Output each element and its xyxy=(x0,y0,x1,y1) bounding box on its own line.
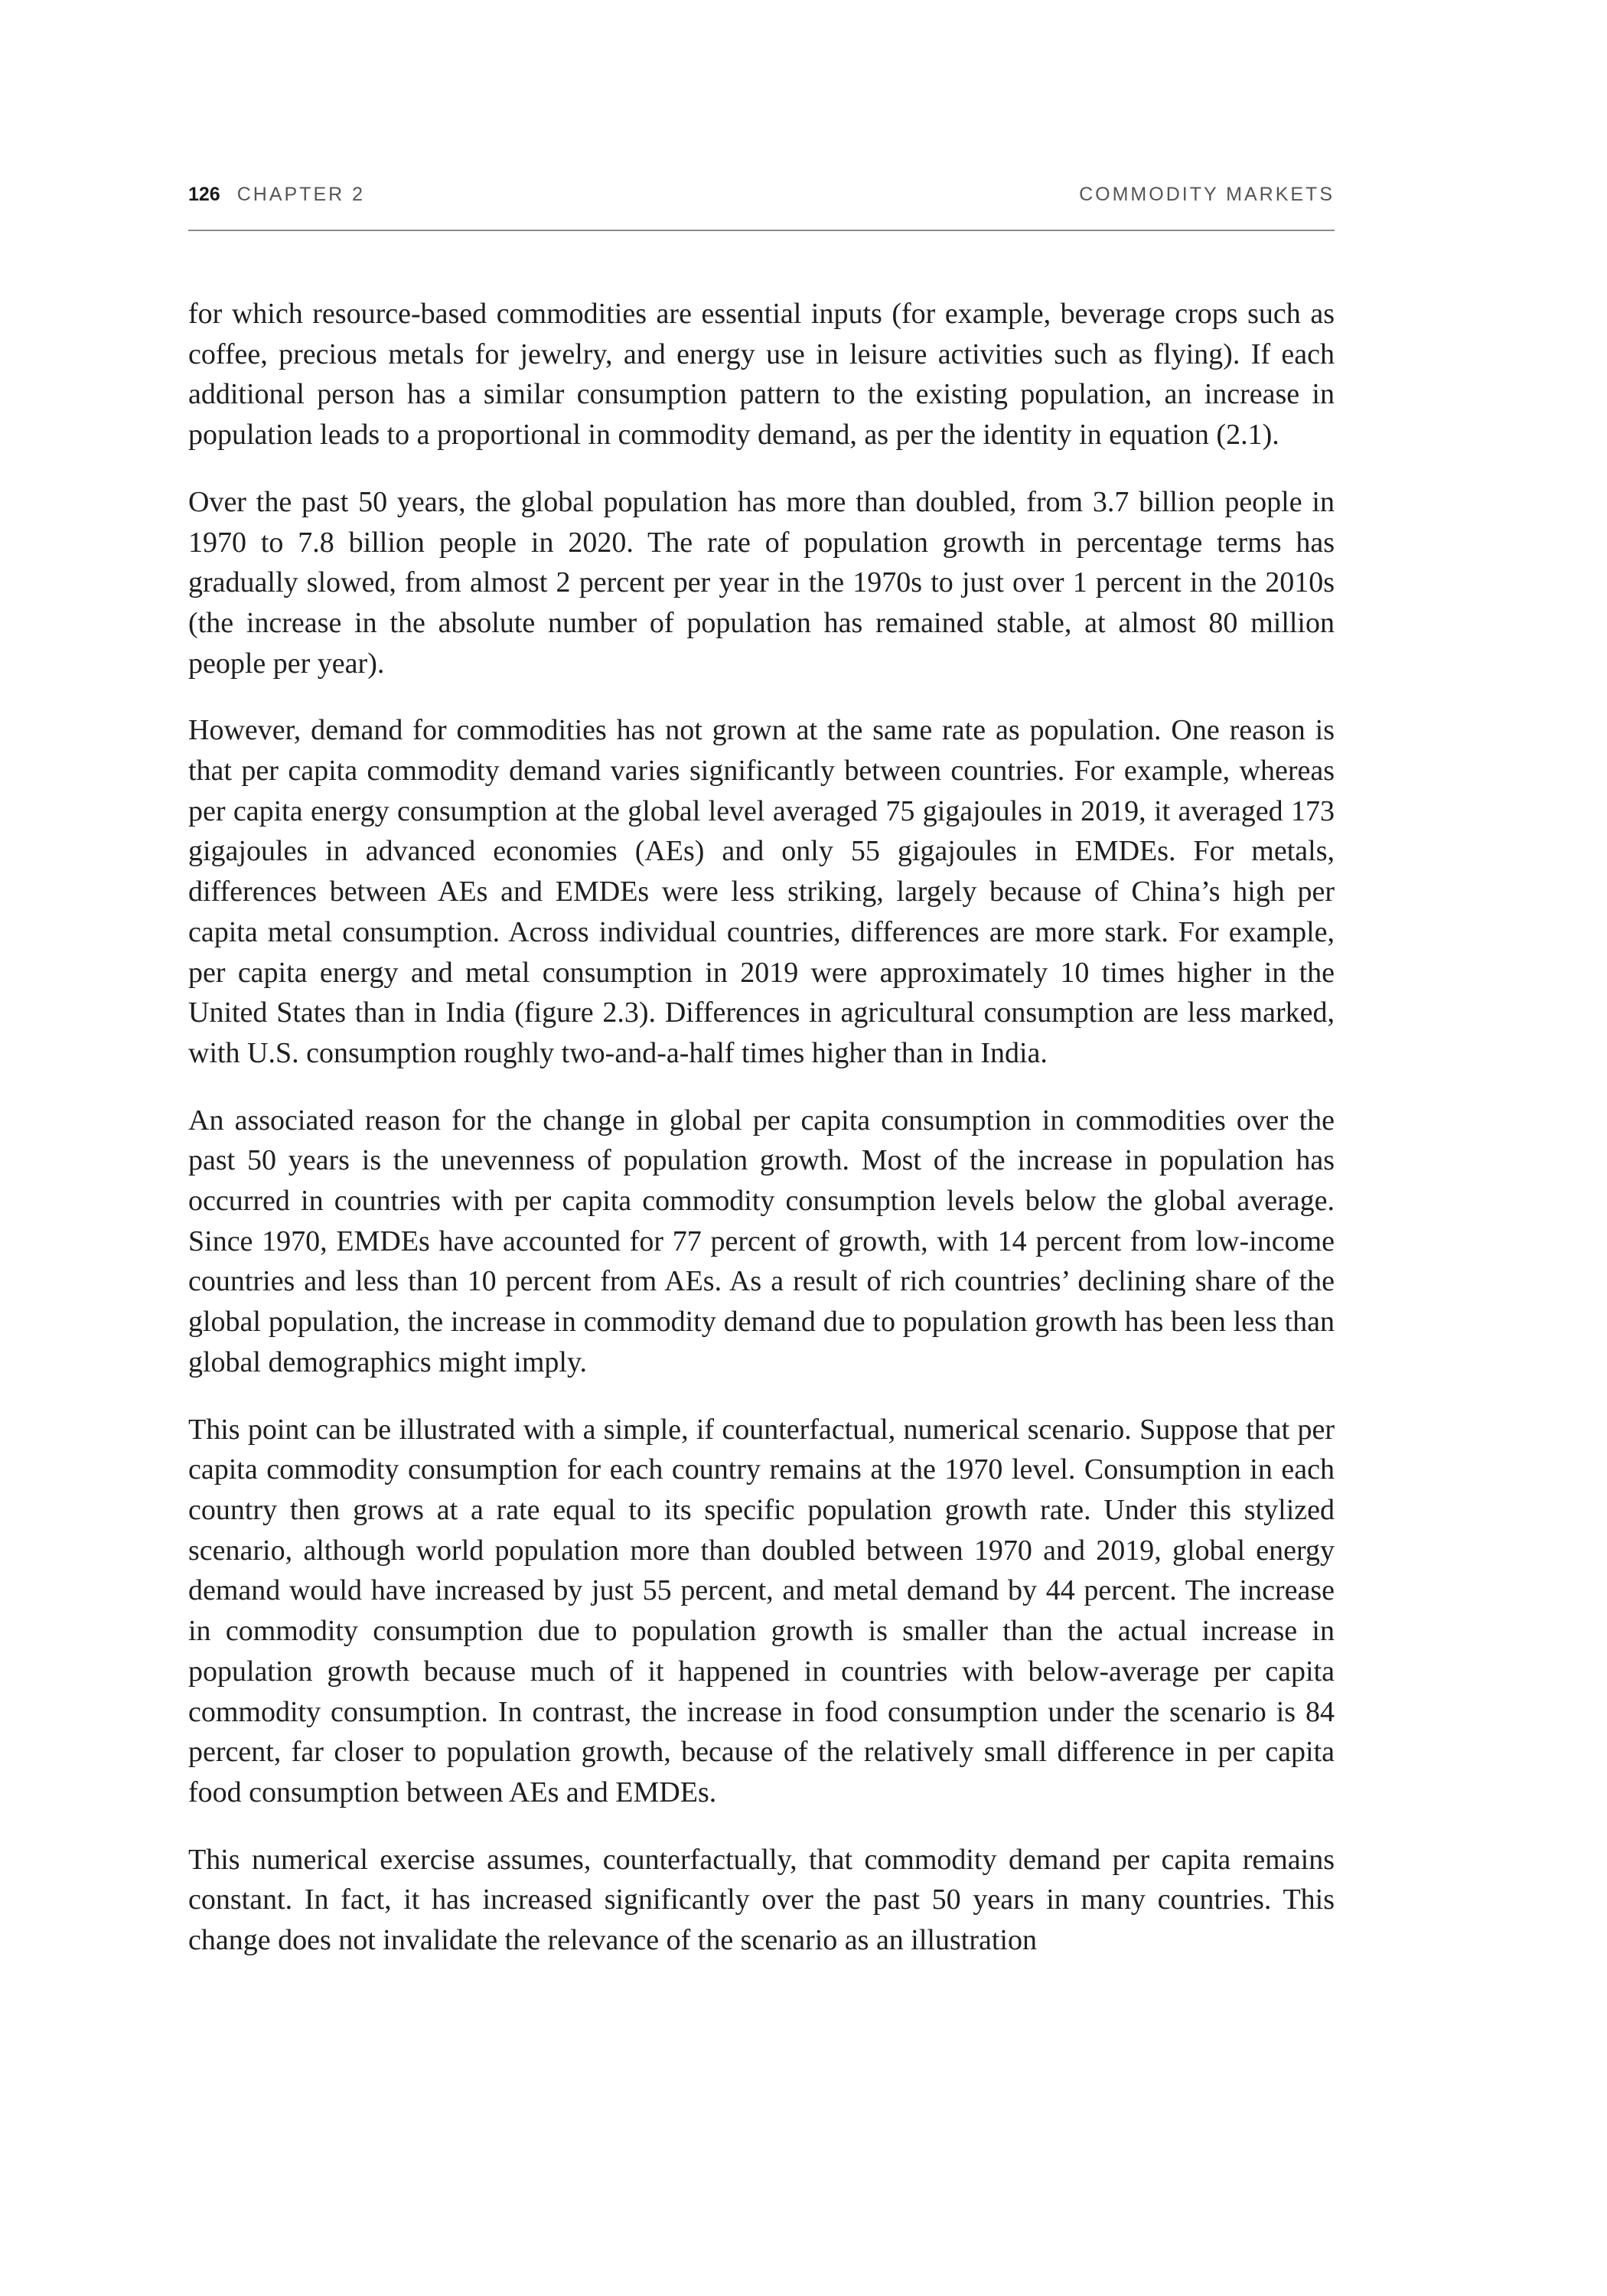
page-number: 126 xyxy=(188,184,220,205)
section-title: COMMODITY MARKETS xyxy=(1079,184,1335,205)
paragraph: This numerical exercise assumes, counterfactually, that commodity demand per capita remains constant. In fact, it has increased significantly over the past 50 years in many countries. This change does not invalidate the relevance of the scenario as an illustration xyxy=(188,1843,1335,1957)
running-header xyxy=(188,184,1335,214)
paragraph: for which resource-based commodities are essential inputs (for example, beverage crops such as coffee, precious metals for jewelry, and energy use in leisure activities such as flying). If each additional person has a similar consumption pattern to the existing population, an increase in population leads to a proportional in commodity demand, as per the identity in equation (2.1). xyxy=(188,298,1335,452)
body-text xyxy=(188,294,1335,1988)
chapter-label: CHAPTER 2 xyxy=(236,184,366,205)
paragraph: Over the past 50 years, the global population has more than doubled, from 3.7 billion people in 1970 to 7.8 billion people in 2020. The rate of population growth in percentage terms has gradually slowed, from almost 2 percent per year in the 1970s to just over 1 percent in the 2010s (the increase in the absolute number of population has remained stable, at almost 80 million people per year). xyxy=(188,485,1335,680)
paragraph: An associated reason for the change in global per capita consumption in commodities over the past 50 years is the unevenness of population growth. Most of the increase in population has occurred in countries with per capita commodity consumption levels below the global average. Since 1970, EMDEs have accounted for 77 percent of growth, with 14 percent from low-income countries and less than 10 percent from AEs. As a result of rich countries’ declining share of the global population, the increase in commodity demand due to population growth has been less than global demographics might imply. xyxy=(188,1104,1335,1378)
header-divider xyxy=(188,230,1335,231)
paragraph: This point can be illustrated with a simple, if counterfactual, numerical scenario. Suppose that per capita commodity consumption for each country remains at the 1970 level. Consumption in each country then grows at a rate equal to its specific population growth rate. Under this stylized scenario, although world population more than doubled between 1970 and 2019, global energy demand would have increased by just 55 percent, and metal demand by 44 percent. The increase in commodity consumption due to population growth is smaller than the actual increase in population growth because much of it happened in countries with below-average per capita commodity consumption. In contrast, the increase in food consumption under the scenario is 84 percent, far closer to population growth, because of the relatively small difference in per capita food consumption between AEs and EMDEs. xyxy=(188,1413,1335,1808)
paragraph: However, demand for commodities has not grown at the same rate as population. One reason is that per capita commodity demand varies significantly between countries. For example, whereas per capita energy consumption at the global level averaged 75 gigajoules in 2019, it averaged 173 gigajoules in advanced economies (AEs) and only 55 gigajoules in EMDEs. For metals, differences between AEs and EMDEs were less striking, largely because of China’s high per capita metal consumption. Across individual countries, differences are more stark. For example, per capita energy and metal consumption in 2019 were approximately 10 times higher in the United States than in India (figure 2.3). Differences in agricultural consumption are less marked, with U.S. consumption roughly two-and-a-half times higher than in India. xyxy=(188,714,1335,1069)
